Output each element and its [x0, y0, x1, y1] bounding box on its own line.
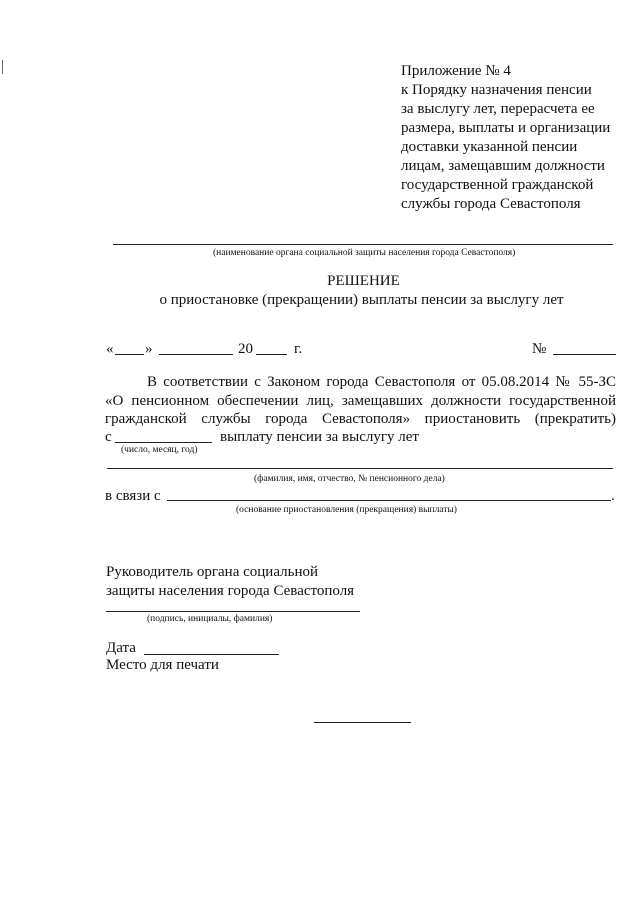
appendix-line: службы города Севастополя — [401, 196, 581, 212]
body-line-4-prefix: с — [105, 429, 112, 445]
reason-end: . — [611, 488, 615, 504]
footer-separator — [314, 722, 411, 723]
appendix-line: к Порядку назначения пенсии — [401, 82, 592, 98]
signatory-line-1: Руководитель органа социальной — [106, 564, 318, 580]
person-field[interactable] — [107, 468, 613, 469]
body-line-2: «О пенсионном обеспечении лиц, замещавших должности государственной — [105, 393, 616, 409]
year-field[interactable] — [256, 354, 287, 355]
date-open-quote: « — [106, 341, 114, 357]
body-line-4-suffix: выплату пенсии за выслугу лет — [220, 429, 419, 445]
body-line-1: В соответствии с Законом города Севастополя от 05.08.2014 № 55-ЗС — [147, 374, 616, 390]
date-label: Дата — [106, 640, 136, 656]
document-title: РЕШЕНИЕ — [327, 273, 400, 289]
signature-caption: (подпись, инициалы, фамилия) — [147, 614, 273, 624]
signatory-line-2: защиты населения города Севастополя — [106, 583, 355, 599]
person-caption: (фамилия, имя, отчество, № пенсионного дела) — [254, 474, 445, 484]
date-caption: (число, месяц, год) — [121, 445, 198, 455]
day-field[interactable] — [115, 354, 144, 355]
authority-name-line[interactable] — [113, 244, 613, 245]
signature-field[interactable] — [106, 611, 360, 612]
appendix-line: размера, выплаты и организации — [401, 120, 611, 136]
appendix-line: лицам, замещавшим должности — [401, 158, 605, 174]
appendix-line: Приложение № 4 — [401, 63, 511, 79]
reason-field[interactable] — [167, 500, 611, 501]
month-field[interactable] — [159, 354, 233, 355]
year-suffix: г. — [294, 341, 303, 357]
number-field[interactable] — [553, 354, 616, 355]
year-prefix: 20 — [238, 341, 253, 357]
stop-date-field[interactable] — [115, 442, 212, 443]
body-line-3: гражданской службы города Севастополя» приостановить (прекратить) — [105, 411, 616, 427]
appendix-block — [401, 62, 610, 214]
scan-margin-mark — [2, 60, 3, 74]
reason-caption: (основание приостановления (прекращения) выплаты) — [236, 505, 457, 515]
authority-caption: (наименование органа социальной защиты населения города Севастополя) — [213, 248, 516, 258]
number-label: № — [532, 341, 547, 357]
reason-label: в связи с — [105, 488, 161, 504]
sign-date-field[interactable] — [144, 654, 279, 655]
appendix-line: доставки указанной пенсии — [401, 139, 578, 155]
document-subtitle: о приостановке (прекращении) выплаты пенсии за выслугу лет — [159, 292, 564, 308]
date-close-quote: » — [145, 341, 153, 357]
appendix-line: государственной гражданской — [401, 177, 594, 193]
stamp-label: Место для печати — [106, 657, 219, 673]
appendix-line: за выслугу лет, перерасчета ее — [401, 101, 595, 117]
